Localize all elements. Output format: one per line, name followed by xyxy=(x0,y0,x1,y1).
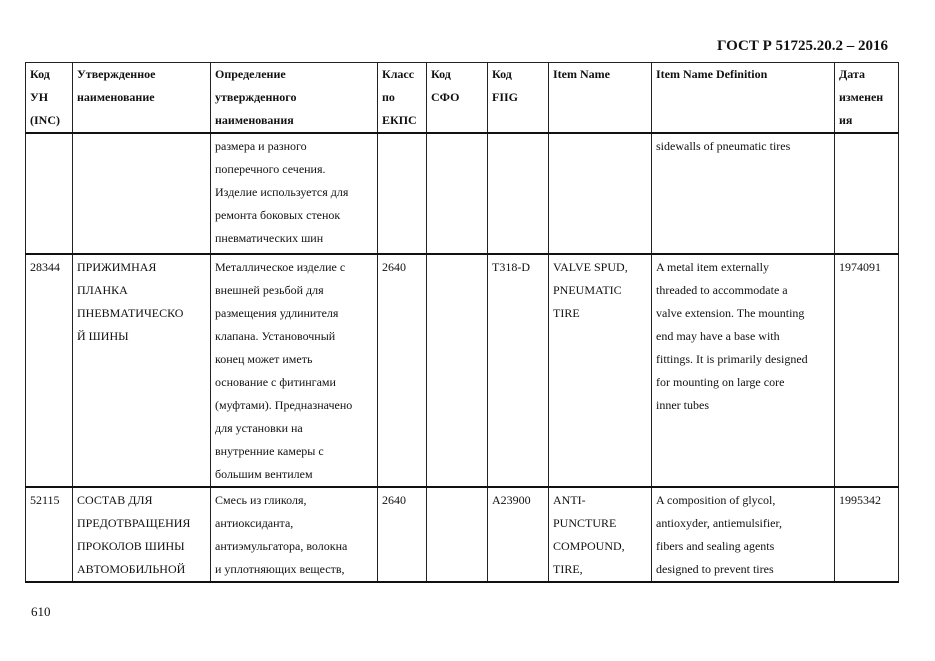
cell-text-line: конец может иметь xyxy=(215,352,313,366)
cell-fiig-code xyxy=(488,254,549,487)
cell-text-line: размера и разного xyxy=(215,139,307,153)
cell-definition xyxy=(211,487,378,582)
cell-item-name-definition xyxy=(652,487,835,582)
cell-text-line: COMPOUND, xyxy=(553,539,625,553)
header-text: утвержденного xyxy=(215,90,297,104)
table-row xyxy=(26,254,899,487)
cell-text-line: designed to prevent tires xyxy=(656,562,774,576)
classification-table xyxy=(25,62,899,583)
cell-text-line: TIRE xyxy=(553,306,580,320)
cell-text-line: внутренние камеры с xyxy=(215,444,324,458)
cell-text-line: ПНЕВМАТИЧЕСКО xyxy=(77,306,184,320)
cell-item-name xyxy=(549,487,652,582)
cell-text-line: основание с фитингами xyxy=(215,375,336,389)
cell-change-date xyxy=(835,487,899,582)
header-text: Класс xyxy=(382,67,415,81)
cell-ekps-class xyxy=(378,254,427,487)
cell-text-line: A composition of glycol, xyxy=(656,493,776,507)
cell-approved-name xyxy=(73,254,211,487)
cell-approved-name xyxy=(73,487,211,582)
table-header xyxy=(26,63,899,134)
cell-text-line: fittings. It is primarily designed xyxy=(656,352,808,366)
cell-text-line: поперечного сечения. xyxy=(215,162,326,176)
cell-sfo-code xyxy=(427,133,488,254)
cell-text-line: threaded to accommodate a xyxy=(656,283,788,297)
table-row xyxy=(26,487,899,582)
cell-text-line: PNEUMATIC xyxy=(553,283,622,297)
header-text: наименования xyxy=(215,113,294,127)
cell-text-line: TIRE, xyxy=(553,562,583,576)
cell-text-line: антиэмульгатора, волокна xyxy=(215,539,348,553)
cell-text-line: Й ШИНЫ xyxy=(77,329,129,343)
cell-text-line: inner tubes xyxy=(656,398,709,412)
cell-inc-code xyxy=(26,254,73,487)
cell-ekps-class xyxy=(378,133,427,254)
cell-text-line: Изделие используется для xyxy=(215,185,349,199)
cell-text-line: Смесь из гликоля, xyxy=(215,493,307,507)
cell-text-line: антиоксиданта, xyxy=(215,516,294,530)
header-text: ЕКПС xyxy=(382,113,417,127)
header-text: по xyxy=(382,90,395,104)
cell-change-date xyxy=(835,133,899,254)
cell-text-line: и уплотняющих веществ, xyxy=(215,562,345,576)
cell-item-name xyxy=(549,133,652,254)
col-fiig-code xyxy=(488,63,549,134)
cell-text-line: внешней резьбой для xyxy=(215,283,324,297)
cell-text-line: valve extension. The mounting xyxy=(656,306,805,320)
cell-text-line: for mounting on large core xyxy=(656,375,785,389)
cell-definition xyxy=(211,254,378,487)
cell-item-name-definition xyxy=(652,133,835,254)
header-text: ия xyxy=(839,113,853,127)
col-definition xyxy=(211,63,378,134)
col-item-name-definition xyxy=(652,63,835,134)
cell-text-line: ANTI- xyxy=(553,493,586,507)
col-sfo-code xyxy=(427,63,488,134)
cell-text-line: 52115 xyxy=(30,493,60,507)
cell-change-date xyxy=(835,254,899,487)
cell-text-line: sidewalls of pneumatic tires xyxy=(656,139,791,153)
cell-text-line: ПЛАНКА xyxy=(77,283,128,297)
cell-text-line: PUNCTURE xyxy=(553,516,617,530)
header-text: Код xyxy=(492,67,512,81)
cell-sfo-code xyxy=(427,254,488,487)
cell-text-line: fibers and sealing agents xyxy=(656,539,775,553)
header-text: Утвержденное xyxy=(77,67,156,81)
page-number: 610 xyxy=(31,604,51,619)
cell-text-line: клапана. Установочный xyxy=(215,329,336,343)
cell-inc-code xyxy=(26,133,73,254)
cell-text-line: для установки на xyxy=(215,421,303,435)
header-text: УН xyxy=(30,90,49,104)
col-ekps-class xyxy=(378,63,427,134)
cell-text-line: A23900 xyxy=(492,493,531,507)
header-text: изменен xyxy=(839,90,884,104)
header-text: Определение xyxy=(215,67,286,81)
cell-text-line: Металлическое изделие с xyxy=(215,260,346,274)
col-approved-name xyxy=(73,63,211,134)
col-item-name xyxy=(549,63,652,134)
cell-item-name xyxy=(549,254,652,487)
cell-text-line: 28344 xyxy=(30,260,60,274)
table-body xyxy=(26,133,899,582)
cell-text-line: размещения удлинителя xyxy=(215,306,339,320)
cell-text-line: ремонта боковых стенок xyxy=(215,208,341,222)
cell-ekps-class xyxy=(378,487,427,582)
header-text: Код xyxy=(30,67,50,81)
table-header-row xyxy=(26,63,899,134)
cell-fiig-code xyxy=(488,487,549,582)
cell-text-line: ПРОКОЛОВ ШИНЫ xyxy=(77,539,185,553)
cell-text-line: 1995342 xyxy=(839,493,881,507)
cell-text-line: ПРЕДОТВРАЩЕНИЯ xyxy=(77,516,191,530)
col-change-date xyxy=(835,63,899,134)
cell-text-line: АВТОМОБИЛЬНОЙ xyxy=(77,562,186,576)
cell-definition xyxy=(211,133,378,254)
table-row xyxy=(26,133,899,254)
header-text: Дата xyxy=(839,67,865,81)
cell-inc-code xyxy=(26,487,73,582)
cell-text-line: (муфтами). Предназначено xyxy=(215,398,353,412)
document-standard-title: ГОСТ Р 51725.20.2 – 2016 xyxy=(716,38,888,54)
col-inc-code xyxy=(26,63,73,134)
cell-text-line: 2640 xyxy=(382,493,406,507)
header-text: Item Name Definition xyxy=(656,67,768,81)
header-text: Код xyxy=(431,67,451,81)
header-text: FIIG xyxy=(492,90,519,104)
cell-fiig-code xyxy=(488,133,549,254)
cell-text-line: большим вентилем xyxy=(215,467,313,481)
cell-text-line: end may have a base with xyxy=(656,329,780,343)
header-text: Item Name xyxy=(553,67,610,81)
header-text: СФО xyxy=(431,90,460,104)
header-text: наименование xyxy=(77,90,155,104)
cell-item-name-definition xyxy=(652,254,835,487)
cell-text-line: 2640 xyxy=(382,260,406,274)
cell-text-line: T318-D xyxy=(492,260,530,274)
cell-text-line: A metal item externally xyxy=(656,260,769,274)
cell-approved-name xyxy=(73,133,211,254)
cell-text-line: пневматических шин xyxy=(215,231,324,245)
cell-text-line: СОСТАВ ДЛЯ xyxy=(77,493,153,507)
cell-text-line: ПРИЖИМНАЯ xyxy=(77,260,157,274)
header-text: (INC) xyxy=(30,113,60,127)
cell-text-line: 1974091 xyxy=(839,260,881,274)
cell-sfo-code xyxy=(427,487,488,582)
cell-text-line: VALVE SPUD, xyxy=(553,260,628,274)
cell-text-line: antioxyder, antiemulsifier, xyxy=(656,516,782,530)
